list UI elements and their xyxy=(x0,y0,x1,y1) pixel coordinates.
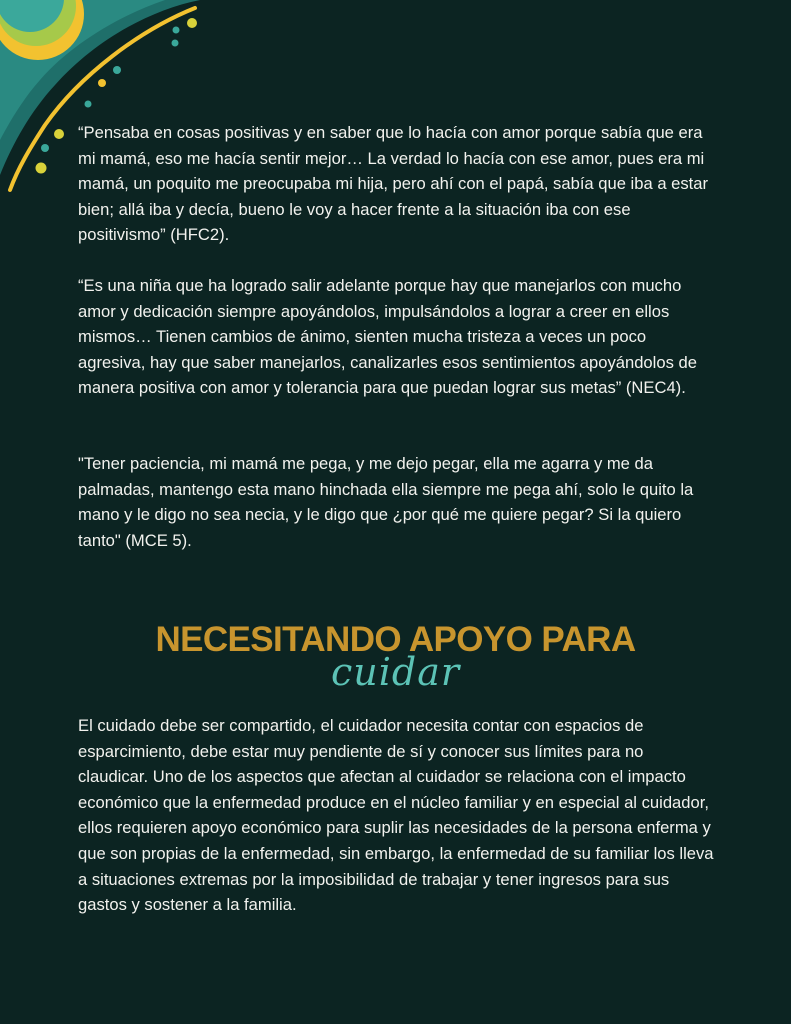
dot xyxy=(36,163,47,174)
dot xyxy=(98,79,106,87)
dot xyxy=(85,101,92,108)
quote-nec4: “Es una niña que ha logrado salir adelante porque hay que manejarlos con mucho amor y dedicación siempre apoyándolos, impulsándolos a lograr a creer en ellos mismos… Tienen cambios de ánimo, sienten mucha tristeza a veces un poco agresiva, hay que saber manejarlos, canalizarles esos sentimientos apoyándolos de manera positiva con amor y tolerancia para que puedan lograr sus metas” (NEC4). xyxy=(78,276,697,398)
dot xyxy=(54,129,64,139)
quote-mce5: "Tener paciencia, mi mamá me pega, y me dejo pegar, ella me agarra y me da palmadas, mantengo esta mano hinchada ella siempre me pega ahí, solo le quito la mano y le digo no sea necia, y le digo que ¿por qué me quiere pegar? Si la quiero tanto" (MCE 5). xyxy=(78,454,694,550)
dot xyxy=(187,18,197,28)
section-body-paragraph: El cuidado debe ser compartido, el cuidador necesita contar con espacios de esparcimiento, debe estar muy pendiente de sí y conocer sus límites para no claudicar. Uno de los aspectos que afectan al cuidador se relaciona con el impacto económico que la enfermedad produce en el núcleo familiar y en especial al cuidador, ellos requieren apoyo económico para suplir las necesidades de la persona enferma y que son propias de la enfermedad, sin embargo, la enfermedad de su familiar los lleva a situaciones extremas por la imposibilidad de trabajar y tener ingresos para sus gastos y sostener a la familia. xyxy=(78,716,714,915)
dot xyxy=(41,144,49,152)
dot xyxy=(173,27,180,34)
quote-hfc2: “Pensaba en cosas positivas y en saber que lo hacía con amor porque sabía que era mi mamá, eso me hacía sentir mejor… La verdad lo hacía con ese amor, pues era mi mamá, un poquito me preocupaba mi hija, pero ahí con el papá, sabía que iba a estar bien; allá iba y decía, bueno le voy a hacer frente a la situación iba con ese positivismo” (HFC2). xyxy=(78,123,709,245)
dot xyxy=(113,66,121,74)
dot xyxy=(172,40,179,47)
section-script-word: cuidar xyxy=(330,650,461,694)
section-heading: NECESITANDO APOYO PARA xyxy=(155,620,636,659)
